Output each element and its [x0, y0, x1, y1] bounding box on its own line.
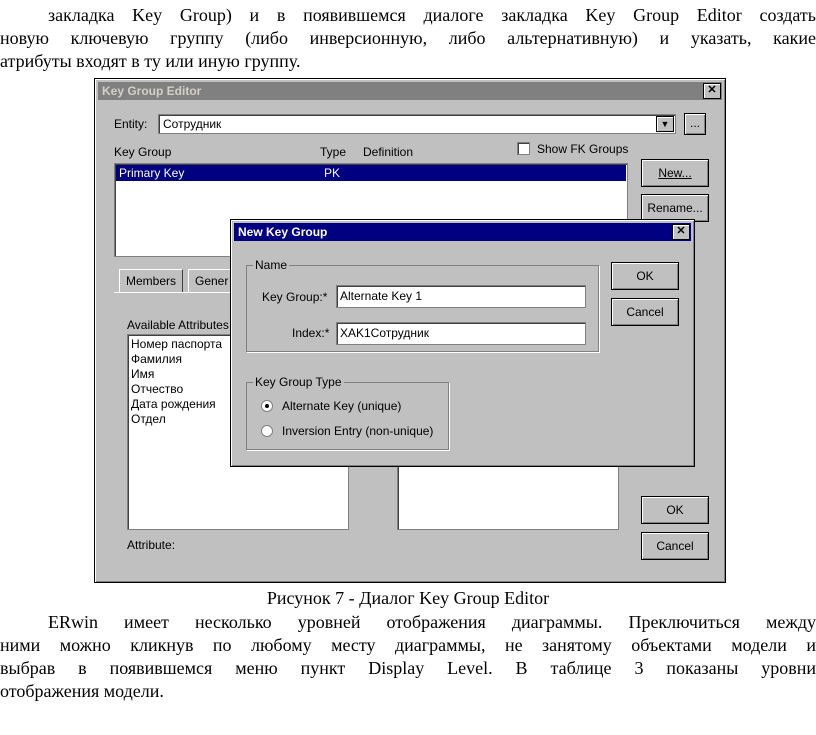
radio-alternate-label: Alternate Key (unique): [282, 399, 402, 413]
entity-more-button[interactable]: ...: [684, 113, 706, 135]
new-button[interactable]: [641, 159, 709, 187]
list-item[interactable]: Отчество: [131, 382, 184, 396]
radio-inversion[interactable]: [261, 425, 273, 437]
index-label: Index:*: [292, 326, 330, 340]
key-group-value: Alternate Key 1: [340, 289, 423, 303]
editor-title: Key Group Editor: [98, 82, 722, 100]
list-item[interactable]: Фамилия: [131, 352, 182, 366]
available-attributes-label: Available Attributes: [127, 318, 229, 332]
rename-button-label: Rename...: [647, 201, 703, 215]
text-line: ними можно кликнув по любому месту диаграммы, не занятому объектами модели и: [0, 635, 816, 655]
text-line: закладка Key Group) и в появившемся диалоге закладка Key Group Editor создать: [48, 5, 816, 25]
col-definition: Definition: [363, 145, 414, 159]
table-row[interactable]: [116, 165, 626, 181]
index-input[interactable]: [336, 322, 586, 345]
new-key-group-dialog: [230, 219, 695, 467]
text-line: отображения модели.: [0, 681, 164, 701]
radio-inversion-label: Inversion Entry (non-unique): [282, 424, 434, 438]
dialog-close-button[interactable]: ✕: [672, 224, 690, 240]
figure-caption: Рисунок 7 - Диалог Key Group Editor: [266, 588, 550, 608]
text-line: новую ключевую группу (либо инверсионную, либо альтернативную) и указать, какие: [0, 28, 816, 48]
bottom-paragraph: [0, 611, 816, 703]
text-line: выбрав в появившемся меню пункт Display Level. В таблице 3 показаны уровни: [0, 658, 816, 678]
index-value: XAK1Сотрудник: [340, 326, 429, 340]
entity-select[interactable]: [158, 114, 676, 134]
name-group: [246, 258, 599, 352]
new-button-label: New...: [658, 166, 692, 180]
tab-members[interactable]: Members: [119, 269, 183, 292]
row-type: PK: [324, 166, 341, 180]
editor-ok-button[interactable]: OK: [641, 496, 709, 524]
editor-close-button[interactable]: ✕: [703, 83, 721, 99]
radio-alternate[interactable]: [261, 400, 273, 412]
list-item[interactable]: Номер паспорта: [131, 337, 223, 351]
tab-general[interactable]: Gener: [188, 269, 235, 292]
name-group-label: Name: [255, 258, 288, 272]
entity-label: Entity:: [114, 117, 148, 131]
text-line: атрибуты входят в ту или иную группу.: [0, 51, 301, 71]
list-item[interactable]: Отдел: [131, 412, 166, 426]
dialog-cancel-button[interactable]: Cancel: [611, 298, 679, 326]
show-fk-checkbox[interactable]: [517, 142, 530, 155]
attribute-label: Attribute:: [127, 538, 176, 552]
editor-cancel-button[interactable]: Cancel: [641, 532, 709, 560]
row-name: Primary Key: [119, 166, 185, 180]
list-item[interactable]: Дата рождения: [131, 397, 216, 411]
key-group-label: Key Group:*: [262, 290, 328, 304]
list-item[interactable]: Имя: [131, 367, 155, 381]
key-group-type-label: Key Group Type: [255, 375, 342, 389]
text-line: ERwin имеет несколько уровней отображения диаграммы. Преключиться между: [48, 612, 816, 632]
dialog-title: New Key Group: [234, 223, 691, 241]
show-fk-label: Show FK Groups: [537, 142, 629, 156]
dialog-ok-button[interactable]: OK: [611, 262, 679, 290]
col-key-group: Key Group: [114, 145, 172, 159]
rename-button[interactable]: [641, 194, 709, 222]
key-group-input[interactable]: [336, 285, 586, 308]
attributes-column: [131, 337, 222, 427]
top-paragraph: [0, 4, 816, 73]
chevron-down-icon[interactable]: ▼: [656, 116, 674, 132]
col-type: Type: [320, 145, 347, 159]
entity-value: Сотрудник: [163, 117, 222, 131]
key-group-type-group: [246, 375, 449, 450]
member-attributes-list[interactable]: [397, 464, 619, 530]
